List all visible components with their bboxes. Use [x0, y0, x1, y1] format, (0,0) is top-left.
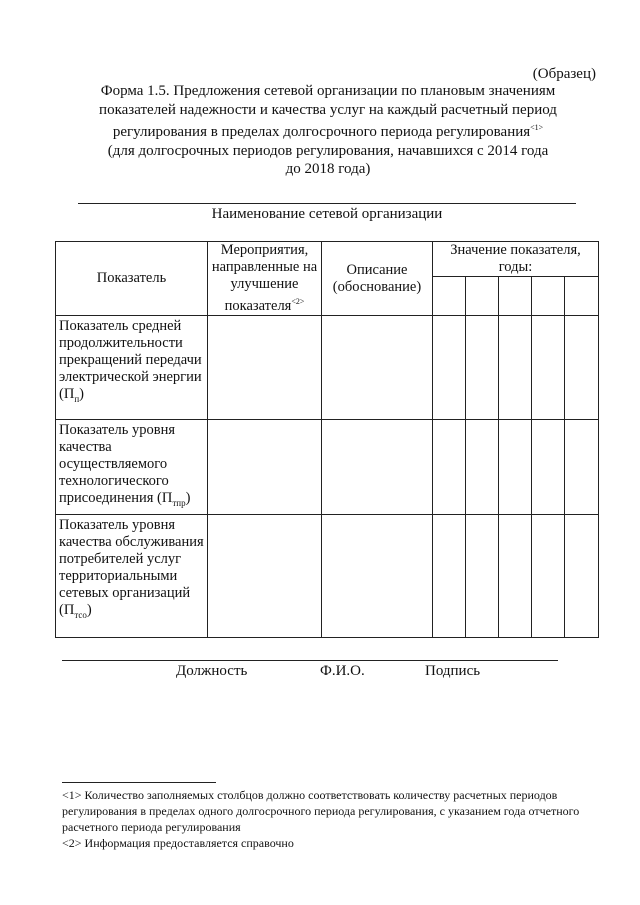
- header-description: Описание (обоснование): [322, 242, 433, 316]
- title-line: до 2018 года): [285, 161, 371, 177]
- table-cell[interactable]: [532, 514, 565, 637]
- table-cell[interactable]: [565, 316, 599, 420]
- table-cell[interactable]: [433, 420, 466, 515]
- table-cell[interactable]: [565, 514, 599, 637]
- table-cell[interactable]: [532, 316, 565, 420]
- table-cell[interactable]: [532, 420, 565, 515]
- row-label: Показатель уровня качества осуществляемого технологического присоединения $(П_{тпр})$: [56, 420, 208, 515]
- row-label: Показатель средней продолжительности прекращений передачи электрической энергии $(П_п)$: [56, 316, 208, 420]
- title-line: (для долгосрочных периодов регулирования, начавшихся с 2014 года: [107, 142, 549, 159]
- table-row: [56, 420, 599, 515]
- table-cell[interactable]: [433, 316, 466, 420]
- table-cell[interactable]: [466, 420, 499, 515]
- position-label: Должность: [176, 663, 248, 679]
- table-cell[interactable]: [499, 420, 532, 515]
- table-cell[interactable]: [322, 420, 433, 515]
- sample-label: (Образец): [532, 66, 596, 82]
- table-cell[interactable]: [499, 514, 532, 637]
- year-cell[interactable]: [565, 277, 599, 316]
- year-cell[interactable]: [433, 277, 466, 316]
- name-label: Ф.И.О.: [320, 663, 365, 679]
- table-cell[interactable]: [208, 420, 322, 515]
- footnote-ref-2: <2>: [291, 297, 305, 306]
- year-cell[interactable]: [466, 277, 499, 316]
- table-cell[interactable]: [208, 316, 322, 420]
- form-title: [78, 82, 578, 179]
- table-row: [56, 316, 599, 420]
- table-row: [56, 514, 599, 637]
- header-measures: Мероприятия, направленные на улучшение показателя$^{<2>}$: [208, 242, 322, 316]
- header-value: Значение показателя, годы:: [433, 242, 599, 277]
- header-indicator: Показатель: [56, 242, 208, 316]
- year-cell[interactable]: [499, 277, 532, 316]
- table-cell[interactable]: [499, 316, 532, 420]
- footnote-separator: [62, 782, 216, 783]
- year-cell[interactable]: [532, 277, 565, 316]
- title-line: показателей надежности и качества услуг на каждый расчетный период: [99, 101, 557, 118]
- table-cell[interactable]: [322, 514, 433, 637]
- footnote-2: <2> Информация предоставляется справочно: [62, 836, 294, 850]
- table-cell[interactable]: [565, 420, 599, 515]
- signature-label: Подпись: [425, 663, 481, 679]
- organization-name-line: [78, 203, 576, 204]
- organization-name-label: Наименование сетевой организации: [211, 206, 443, 222]
- indicators-table: [55, 241, 599, 638]
- title-line: Форма 1.5. Предложения сетевой организации по плановым значениям: [100, 83, 556, 99]
- table-cell[interactable]: [466, 514, 499, 637]
- table-cell[interactable]: [208, 514, 322, 637]
- signature-line: [62, 660, 558, 661]
- footnote-ref-1: <1>: [530, 123, 544, 132]
- footnote-1: <1> Количество заполняемых столбцов должно соответствовать количеству расчетных периодов регулирования в пределах одного долгосрочного периода регулирования, с указанием года отчетного расчетного периода регулирования: [62, 788, 580, 834]
- title-line: регулирования в пределах долгосрочного периода регулирования$^{<1>}$: [112, 123, 544, 140]
- row-label: Показатель уровня качества обслуживания потребителей услуг территориальными сетевых организаций $(П_{тсо})$: [56, 514, 208, 637]
- table-cell[interactable]: [322, 316, 433, 420]
- table-cell[interactable]: [466, 316, 499, 420]
- table-cell[interactable]: [433, 514, 466, 637]
